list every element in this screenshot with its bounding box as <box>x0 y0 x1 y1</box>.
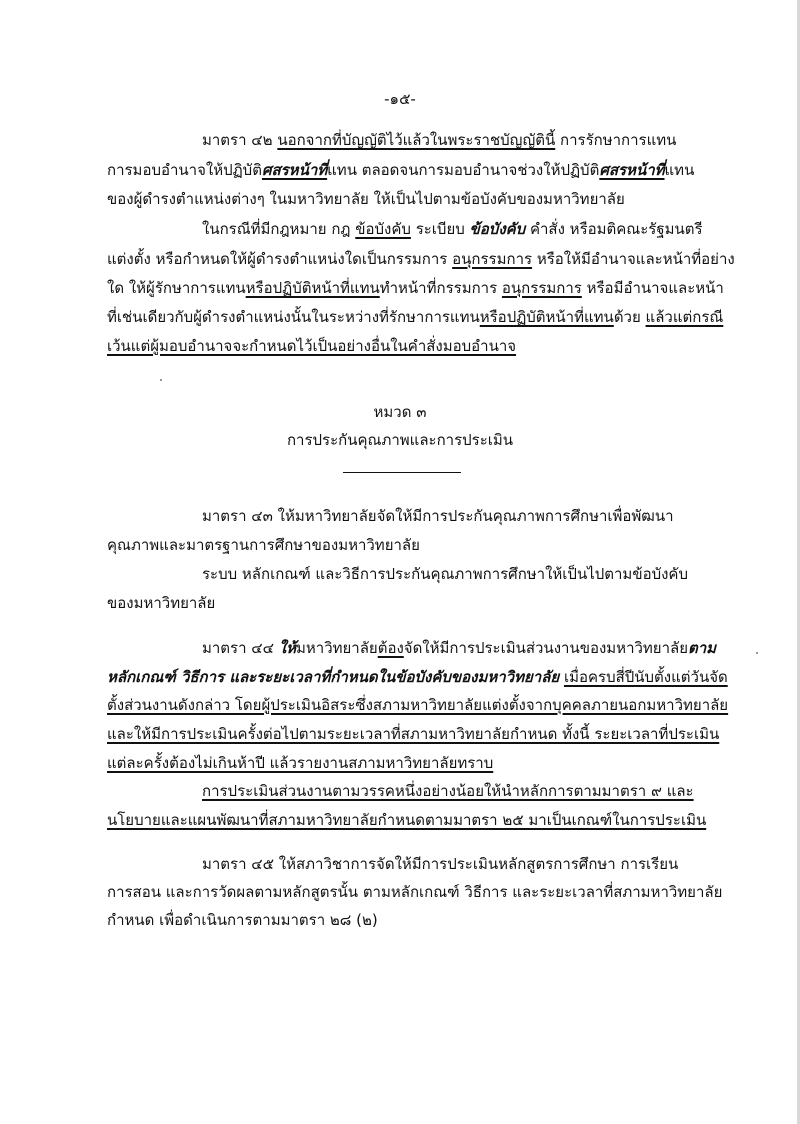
sec43-line-2: คุณภาพและมาตรฐานการศึกษาของมหาวิทยาลัย <box>107 536 420 554</box>
sec45-line-3: กำหนด เพื่อดำเนินการตามมาตรา ๒๘ (๒) <box>107 911 378 929</box>
chapter-subtitle: การประกันคุณภาพและการประเมิน <box>286 431 514 449</box>
sec43-line-1: มาตรา ๔๓ ให้มหาวิทยาลัยจัดให้มีการประกันคุณภาพการศึกษาเพื่อพัฒนา <box>202 507 674 525</box>
sec42-line-1: มาตรา ๔๒ นอกจากที่บัญญัติไว้แล้วในพระราชบัญญัตินี้ การรักษาการแทน <box>202 131 677 149</box>
sec44-line-1: มาตรา ๔๔ ให้มหาวิทยาลัยต้องจัดให้มีการประเมินส่วนงานของมหาวิทยาลัยตาม <box>202 639 717 657</box>
sec42-line-8: เว้นแต่ผู้มอบอำนาจจะกำหนดไว้เป็นอย่างอื่นในคำสั่งมอบอำนาจ <box>107 337 517 355</box>
page-number: -๑๕- <box>384 90 416 108</box>
sec44-line-6: การประเมินส่วนงานตามวรรคหนึ่งอย่างน้อยให้นำหลักการตามมาตรา ๙ และ <box>202 782 694 800</box>
sec42-line-4: ในกรณีที่มีกฎหมาย กฎ ข้อบังคับ ระเบียบ ข้อบังคับ คำสั่ง หรือมติคณะรัฐมนตรี <box>202 220 703 238</box>
sec44-line-5: แต่ละครั้งต้องไม่เกินห้าปี แล้วรายงานสภามหาวิทยาลัยทราบ <box>107 754 494 772</box>
sec45-line-1: มาตรา ๔๕ ให้สภาวิชาการจัดให้มีการประเมินหลักสูตรการศึกษา การเรียน <box>202 855 679 873</box>
sec44-line-3: ตั้งส่วนงานดังกล่าว โดยผู้ประเมินอิสระซึ่งสภามหาวิทยาลัยแต่งตั้งจากบุคคลภายนอกมหาวิทยาลัย <box>107 696 729 714</box>
sec42-line-5: แต่งตั้ง หรือกำหนดให้ผู้ดำรงตำแหน่งใดเป็นกรรมการ อนุกรรมการ หรือให้มีอำนาจและหน้าที่อย่าง <box>107 250 735 268</box>
sec43-line-4: ของมหาวิทยาลัย <box>107 594 216 612</box>
sec42-line-3: ของผู้ดำรงตำแหน่งต่างๆ ในมหาวิทยาลัย ให้เป็นไปตามข้อบังคับของมหาวิทยาลัย <box>107 190 625 208</box>
sec45-line-2: การสอน และการวัดผลตามหลักสูตรนั้น ตามหลักเกณฑ์ วิธีการ และระยะเวลาที่สภามหาวิทยาลัย <box>107 883 723 901</box>
sec44-line-4: และให้มีการประเมินครั้งต่อไปตามระยะเวลาที่สภามหาวิทยาลัยกำหนด ทั้งนี้ ระยะเวลาที่ประเมิน <box>107 725 720 743</box>
scan-speck <box>160 379 162 381</box>
chapter-title: หมวด ๓ <box>373 403 427 421</box>
sec43-line-3: ระบบ หลักเกณฑ์ และวิธีการประกันคุณภาพการศึกษาให้เป็นไปตามข้อบังคับ <box>202 565 688 583</box>
sec44-line-7: นโยบายและแผนพัฒนาที่สภามหาวิทยาลัยกำหนดตามมาตรา ๒๕ มาเป็นเกณฑ์ในการประเมิน <box>107 811 707 829</box>
sec42-line-2: การมอบอำนาจให้ปฏิบัติศสรหน้าที่แทน ตลอดจนการมอบอำนาจช่วงให้ปฏิบัติศสรหน้าที่แทน <box>107 161 695 179</box>
sec44-line-2: หลักเกณฑ์ วิธีการ และระยะเวลาที่กำหนดในข้อบังคับของมหาวิทยาลัย เมื่อครบสี่ปีนับตั้งแต่วันจัด <box>107 668 728 686</box>
sec42-line-7: ที่เช่นเดียวกับผู้ดำรงตำแหน่งนั้นในระหว่างที่รักษาการแทนหรือปฏิบัติหน้าที่แทนด้วย แล้วแต่กรณี <box>107 308 724 326</box>
sec42-line-6: ใด ให้ผู้รักษาการแทนหรือปฏิบัติหน้าที่แทนทำหน้าที่กรรมการ อนุกรรมการ หรือมีอำนาจและหน้า <box>107 279 724 297</box>
scan-speck <box>756 652 758 654</box>
chapter-divider <box>343 472 461 473</box>
